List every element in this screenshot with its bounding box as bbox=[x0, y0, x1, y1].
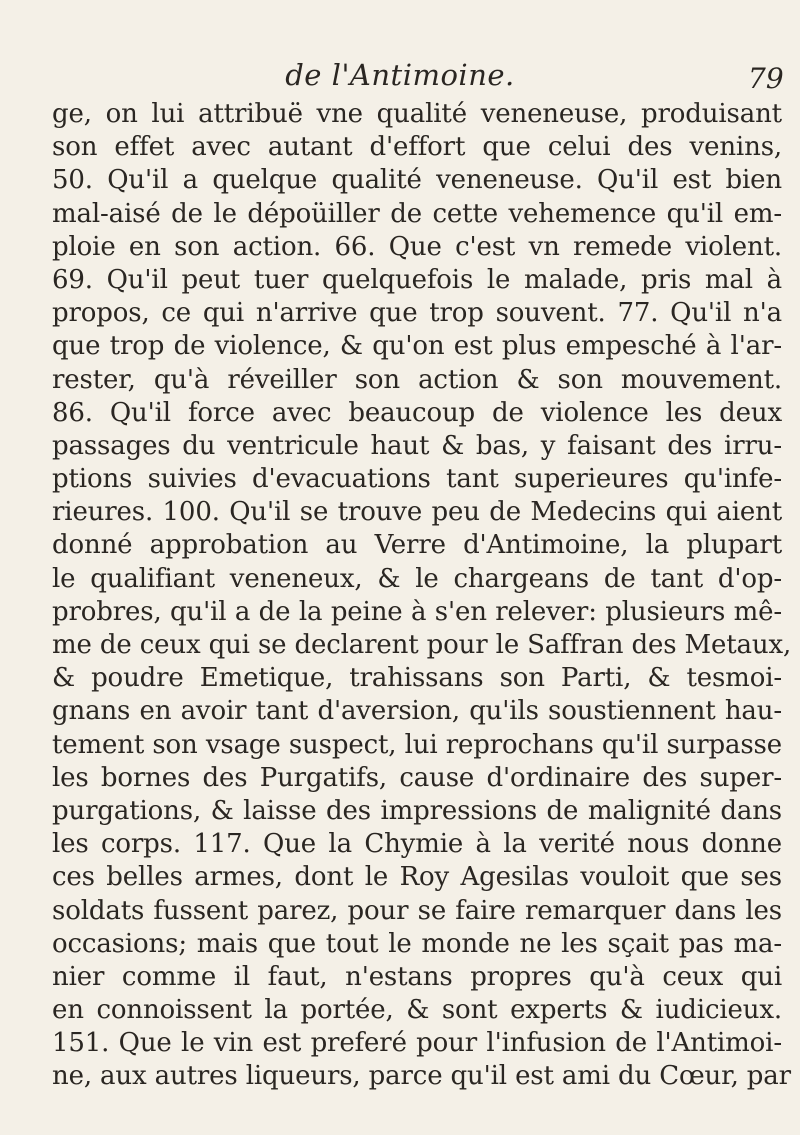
text-line: & poudre Emetique, trahissans son Parti, & tesmoi- bbox=[52, 663, 782, 694]
text-line: ptions suivies d'evacuations tant superieures qu'infe- bbox=[52, 464, 782, 495]
text-line: me de ceux qui se declarent pour le Saffran des Metaux, bbox=[52, 630, 792, 660]
text-line: 69. Qu'il peut tuer quelquefois le malade, pris mal à bbox=[52, 264, 782, 295]
text-line: donné approbation au Verre d'Antimoine, la plupart bbox=[52, 530, 782, 561]
text-line: soldats fussent parez, pour se faire remarquer dans les bbox=[52, 895, 782, 926]
text-line: occasions; mais que tout le monde ne les sçait pas ma- bbox=[52, 928, 782, 959]
text-line: les corps. 117. Que la Chymie à la verité nous donne bbox=[52, 829, 782, 860]
text-line: son effet avec autant d'effort que celui des venins, bbox=[52, 132, 782, 163]
text-line: ne, aux autres liqueurs, parce qu'il est ami du Cœur, par bbox=[52, 1061, 791, 1092]
text-line: 50. Qu'il a quelque qualité veneneuse. Qu'il est bien bbox=[52, 165, 782, 196]
text-line: rieures. 100. Qu'il se trouve peu de Medecins qui aient bbox=[52, 497, 782, 528]
text-line: ploie en son action. 66. Que c'est vn remede violent. bbox=[52, 231, 782, 262]
body-text bbox=[52, 98, 792, 1094]
text-line: nier comme il faut, n'estans propres qu'à ceux qui bbox=[52, 961, 782, 992]
text-line: propos, ce qui n'arrive que trop souvent. 77. Qu'il n'a bbox=[52, 298, 782, 329]
text-line: le qualifiant veneneux, & le chargeans de tant d'op- bbox=[52, 563, 782, 594]
page-number: 79 bbox=[748, 62, 784, 95]
text-line: purgations, & laisse des impressions de malignité dans bbox=[52, 795, 782, 826]
text-line: mal-aisé de le dépoüiller de cette vehemence qu'il em- bbox=[52, 198, 782, 229]
text-line: que trop de violence, & qu'on est plus empesché à l'ar- bbox=[52, 331, 782, 362]
text-line: passages du ventricule haut & bas, y faisant des irru- bbox=[52, 430, 782, 461]
text-line: 86. Qu'il force avec beaucoup de violence les deux bbox=[52, 397, 782, 428]
text-line: probres, qu'il a de la peine à s'en relever: plusieurs mê- bbox=[52, 596, 782, 627]
text-line: 151. Que le vin est preferé pour l'infusion de l'Antimoi- bbox=[52, 1028, 782, 1059]
running-head-title: de l'Antimoine. bbox=[285, 58, 515, 92]
text-line: ces belles armes, dont le Roy Agesilas vouloit que ses bbox=[52, 862, 782, 893]
text-line: ge, on lui attribuë vne qualité veneneuse, produisant bbox=[52, 99, 782, 129]
text-line: tement son vsage suspect, lui reprochans qu'il surpasse bbox=[52, 729, 782, 760]
text-line: en connoissent la portée, & sont experts & iudicieux. bbox=[52, 995, 782, 1026]
text-line: les bornes des Purgatifs, cause d'ordinaire des super- bbox=[52, 762, 782, 793]
text-line: rester, qu'à réveiller son action & son mouvement. bbox=[52, 364, 782, 395]
text-line: gnans en avoir tant d'aversion, qu'ils soustiennent hau- bbox=[52, 696, 782, 727]
